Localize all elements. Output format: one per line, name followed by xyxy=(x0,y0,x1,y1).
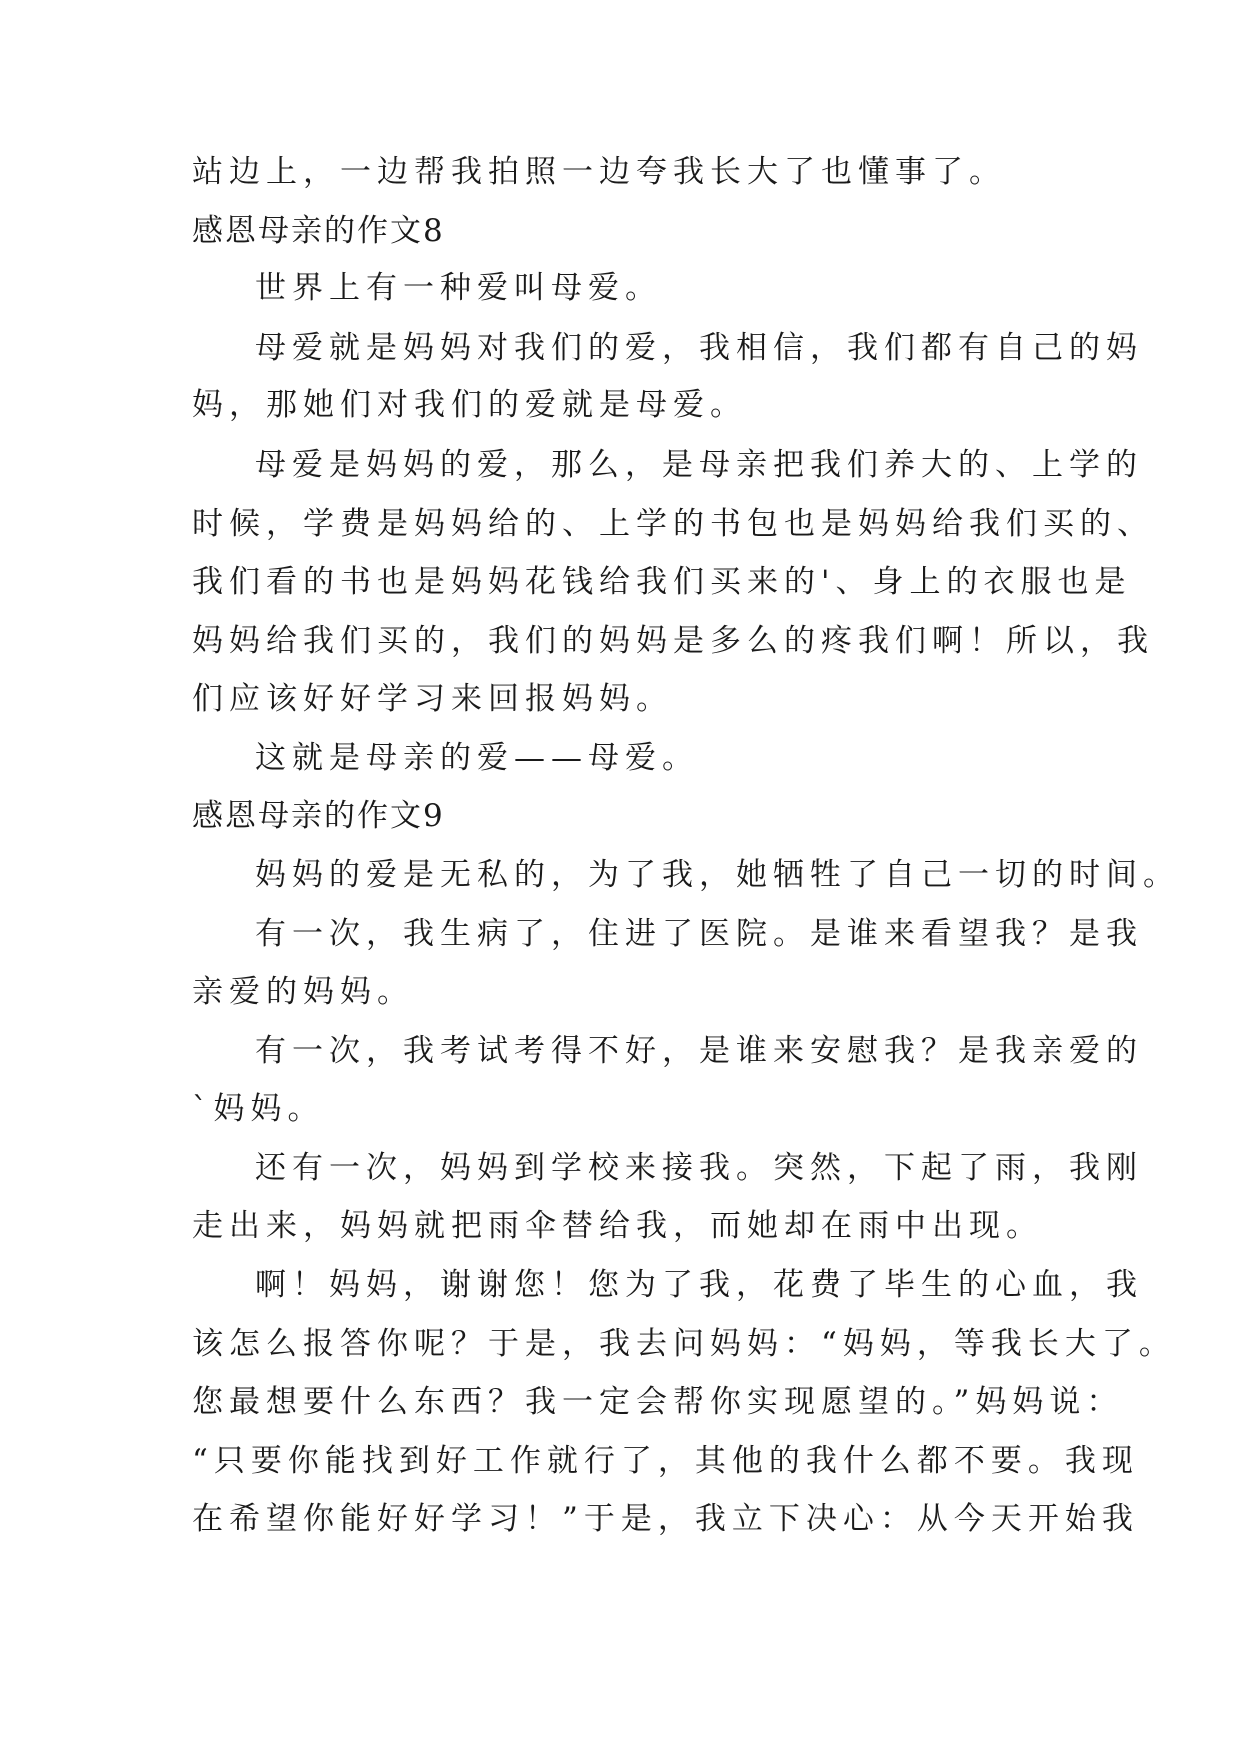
paragraph-line: 我们看的书也是妈妈花钱给我们买来的'、身上的衣服也是 xyxy=(192,564,1132,600)
paragraph-line: 母爱是妈妈的爱，那么，是母亲把我们养大的、上学的 xyxy=(255,447,1143,483)
paragraph-line: 亲爱的妈妈。 xyxy=(192,974,414,1010)
paragraph-line: 妈，那她们对我们的爱就是母爱。 xyxy=(192,387,747,423)
paragraph-line: 们应该好好学习来回报妈妈。 xyxy=(192,681,673,717)
paragraph-line: 妈妈给我们买的，我们的妈妈是多么的疼我们啊！所以，我 xyxy=(192,623,1154,659)
paragraph-line: 走出来，妈妈就把雨伞替给我，而她却在雨中出现。 xyxy=(192,1208,1043,1244)
paragraph-line: 该怎么报答你呢？于是，我去问妈妈：“妈妈，等我长大了。 xyxy=(192,1326,1176,1362)
section-heading: 感恩母亲的作文8 xyxy=(192,213,445,249)
paragraph-line: 站边上，一边帮我拍照一边夸我长大了也懂事了。 xyxy=(192,154,1006,190)
paragraph-line: 还有一次，妈妈到学校来接我。突然，下起了雨，我刚 xyxy=(255,1150,1143,1186)
paragraph-line: 有一次，我生病了，住进了医院。是谁来看望我？是我 xyxy=(255,916,1143,952)
paragraph-line: 时候，学费是妈妈给的、上学的书包也是妈妈给我们买的、 xyxy=(192,506,1154,542)
paragraph-line: 啊！妈妈，谢谢您！您为了我，花费了毕生的心血，我 xyxy=(255,1267,1143,1303)
paragraph-line: “只要你能找到好工作就行了，其他的我什么都不要。我现 xyxy=(192,1443,1139,1479)
paragraph-line: `妈妈。 xyxy=(192,1091,325,1127)
paragraph-line: 有一次，我考试考得不好，是谁来安慰我？是我亲爱的 xyxy=(255,1033,1143,1069)
paragraph-line: 这就是母亲的爱——母爱。 xyxy=(255,740,699,776)
paragraph-line: 您最想要什么东西？我一定会帮你实现愿望的。”妈妈说： xyxy=(192,1384,1124,1420)
paragraph-line: 世界上有一种爱叫母爱。 xyxy=(255,270,662,306)
paragraph-line: 妈妈的爱是无私的，为了我，她牺牲了自己一切的时间。 xyxy=(255,857,1180,893)
paragraph-line: 母爱就是妈妈对我们的爱，我相信，我们都有自己的妈 xyxy=(255,330,1143,366)
section-heading: 感恩母亲的作文9 xyxy=(192,798,445,834)
paragraph-line: 在希望你能好好学习！”于是，我立下决心：从今天开始我 xyxy=(192,1501,1139,1537)
